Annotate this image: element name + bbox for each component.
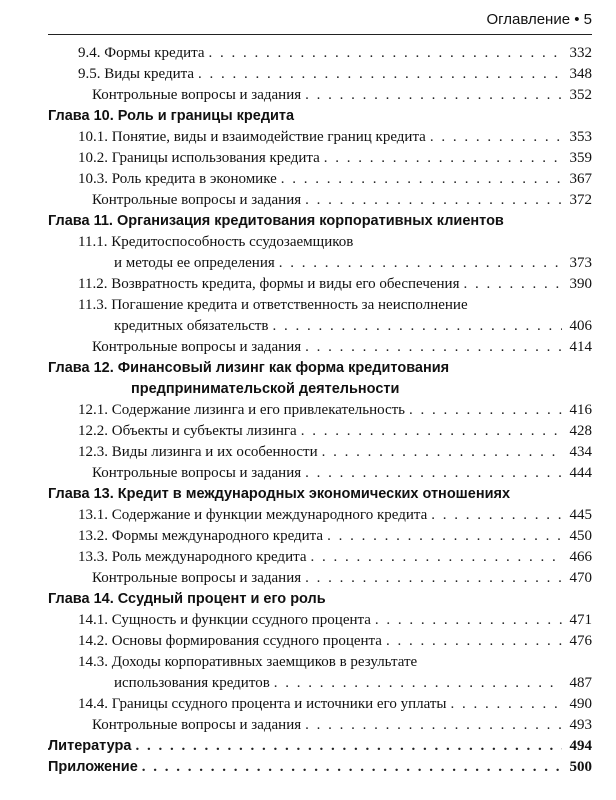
toc-entry-appendix[interactable]	[48, 757, 592, 778]
toc-entry-page: 348	[569, 66, 592, 82]
toc-entry-title: Приложение	[48, 759, 138, 775]
toc-entry-page: 471	[569, 612, 592, 628]
toc-entry-page: 450	[569, 528, 592, 544]
leader-dots	[311, 547, 563, 568]
toc-entry-title: и методы ее определения	[114, 255, 275, 271]
toc-entry-page: 494	[569, 738, 592, 754]
leader-dots	[305, 463, 562, 484]
toc-entry-page: 490	[569, 696, 592, 712]
toc-entry-title: Контрольные вопросы и задания	[92, 339, 302, 355]
leader-dots	[305, 715, 562, 736]
toc-entry-title: 10.2. Границы использования кредита	[78, 150, 320, 166]
running-title: Оглавление • 5	[486, 11, 592, 28]
toc-entry-title-line: 11.1. Кредитоспособность ссудозаемщиков	[78, 234, 354, 250]
leader-dots	[322, 442, 562, 463]
toc-entry-page: 445	[569, 507, 592, 523]
toc-entry[interactable]	[48, 400, 592, 421]
toc-entry[interactable]	[48, 274, 592, 295]
toc-entry-page: 367	[569, 171, 592, 187]
chapter-heading[interactable]: Глава 11. Организация кредитования корпоративных клиентов	[48, 213, 504, 229]
toc-entry[interactable]	[48, 610, 592, 631]
toc-entry[interactable]	[48, 463, 592, 484]
leader-dots	[430, 127, 562, 148]
toc-entry[interactable]	[48, 85, 592, 106]
toc-entry-title-line: 14.3. Доходы корпоративных заемщиков в результате	[78, 654, 418, 670]
toc-entry-title: использования кредитов	[114, 675, 270, 691]
toc-entry-title: 14.4. Границы ссудного процента и источники его уплаты	[78, 696, 447, 712]
toc-entry[interactable]	[48, 253, 592, 274]
toc-entry-title: 12.2. Объекты и субъекты лизинга	[78, 423, 297, 439]
page-header	[48, 0, 592, 35]
toc-entry-page: 406	[569, 318, 592, 334]
chapter-heading-continuation: предпринимательской деятельности	[131, 381, 400, 397]
leader-dots	[409, 400, 562, 421]
chapter-heading[interactable]: Глава 12. Финансовый лизинг как форма кредитования	[48, 360, 450, 376]
toc-entry[interactable]	[48, 316, 592, 337]
toc-entry-page: 352	[569, 87, 592, 103]
toc-entry-title: 13.2. Формы международного кредита	[78, 528, 324, 544]
toc-entry-page: 353	[569, 129, 592, 145]
leader-dots	[463, 274, 562, 295]
toc-entry-page: 428	[569, 423, 592, 439]
toc-entry[interactable]	[48, 421, 592, 442]
leader-dots	[386, 631, 562, 652]
chapter-heading[interactable]: Глава 10. Роль и границы кредита	[48, 108, 295, 124]
toc-entry-title: Контрольные вопросы и задания	[92, 717, 302, 733]
leader-dots	[327, 526, 562, 547]
toc-entry-title-line: 11.3. Погашение кредита и ответственность за неисполнение	[78, 297, 468, 313]
leader-dots	[281, 169, 562, 190]
toc-entry-title: 14.1. Сущность и функции ссудного процента	[78, 612, 371, 628]
toc-entry-title: 13.3. Роль международного кредита	[78, 549, 307, 565]
toc-entry-title: 9.4. Формы кредита	[78, 45, 205, 61]
chapter-heading[interactable]: Глава 13. Кредит в международных экономических отношениях	[48, 486, 511, 502]
toc-entry-page: 493	[569, 717, 592, 733]
toc-entry-page: 476	[569, 633, 592, 649]
leader-dots	[142, 757, 562, 778]
toc-entry-page: 466	[569, 549, 592, 565]
leader-dots	[305, 337, 562, 358]
toc-entry-page: 434	[569, 444, 592, 460]
toc-entry-page: 444	[569, 465, 592, 481]
leader-dots	[273, 316, 562, 337]
leader-dots	[375, 610, 562, 631]
leader-dots	[305, 85, 562, 106]
toc-entry[interactable]	[48, 190, 592, 211]
leader-dots	[324, 148, 562, 169]
toc-entry[interactable]	[48, 568, 592, 589]
toc-entry-page: 414	[569, 339, 592, 355]
toc-entry-literature[interactable]	[48, 736, 592, 757]
chapter-heading[interactable]: Глава 14. Ссудный процент и его роль	[48, 591, 326, 607]
leader-dots	[451, 694, 563, 715]
toc-entry-title: 9.5. Виды кредита	[78, 66, 195, 82]
toc-entry-page: 500	[569, 759, 592, 775]
toc-entry-title: 10.3. Роль кредита в экономике	[78, 171, 277, 187]
toc-entry-page: 470	[569, 570, 592, 586]
toc-entry[interactable]	[48, 148, 592, 169]
toc-entry[interactable]	[48, 337, 592, 358]
toc-entry[interactable]	[48, 547, 592, 568]
leader-dots	[274, 673, 562, 694]
toc-entry-page: 373	[569, 255, 592, 271]
leader-dots	[279, 253, 562, 274]
leader-dots	[431, 505, 562, 526]
leader-dots	[198, 64, 562, 85]
toc-entry[interactable]	[48, 631, 592, 652]
toc-entry-title: Контрольные вопросы и задания	[92, 570, 302, 586]
toc-entry-title: кредитных обязательств	[114, 318, 269, 334]
toc-entry-title: Литература	[48, 738, 132, 754]
toc-entry-page: 416	[569, 402, 592, 418]
toc-entry[interactable]	[48, 673, 592, 694]
toc-entry-page: 359	[569, 150, 592, 166]
toc-entry-title: 12.1. Содержание лизинга и его привлекательность	[78, 402, 406, 418]
toc-entry-title: 12.3. Виды лизинга и их особенности	[78, 444, 318, 460]
toc-entry[interactable]	[48, 127, 592, 148]
toc-entry[interactable]	[48, 169, 592, 190]
toc-entry[interactable]	[48, 505, 592, 526]
toc-entry-title: 11.2. Возвратность кредита, формы и виды его обеспечения	[78, 276, 460, 292]
toc-entry[interactable]	[48, 694, 592, 715]
toc-entry-title: 10.1. Понятие, виды и взаимодействие границ кредита	[78, 129, 426, 145]
toc-entry[interactable]	[48, 442, 592, 463]
leader-dots	[301, 421, 562, 442]
toc-entry-title: 14.2. Основы формирования ссудного процента	[78, 633, 382, 649]
toc-entry[interactable]	[48, 43, 592, 64]
toc-entry[interactable]	[48, 715, 592, 736]
leader-dots	[135, 736, 562, 757]
toc-entry-page: 332	[569, 45, 592, 61]
toc-entry-page: 372	[569, 192, 592, 208]
toc-entry-title: 13.1. Содержание и функции международного кредита	[78, 507, 428, 523]
toc-entry-title: Контрольные вопросы и задания	[92, 465, 302, 481]
toc-entry-title: Контрольные вопросы и задания	[92, 87, 302, 103]
leader-dots	[209, 43, 563, 64]
toc-entry[interactable]	[48, 64, 592, 85]
toc-entry[interactable]	[48, 526, 592, 547]
leader-dots	[305, 568, 562, 589]
toc-entry-title: Контрольные вопросы и задания	[92, 192, 302, 208]
leader-dots	[305, 190, 562, 211]
toc-entry-page: 390	[569, 276, 592, 292]
table-of-contents	[48, 43, 592, 778]
toc-entry-page: 487	[569, 675, 592, 691]
